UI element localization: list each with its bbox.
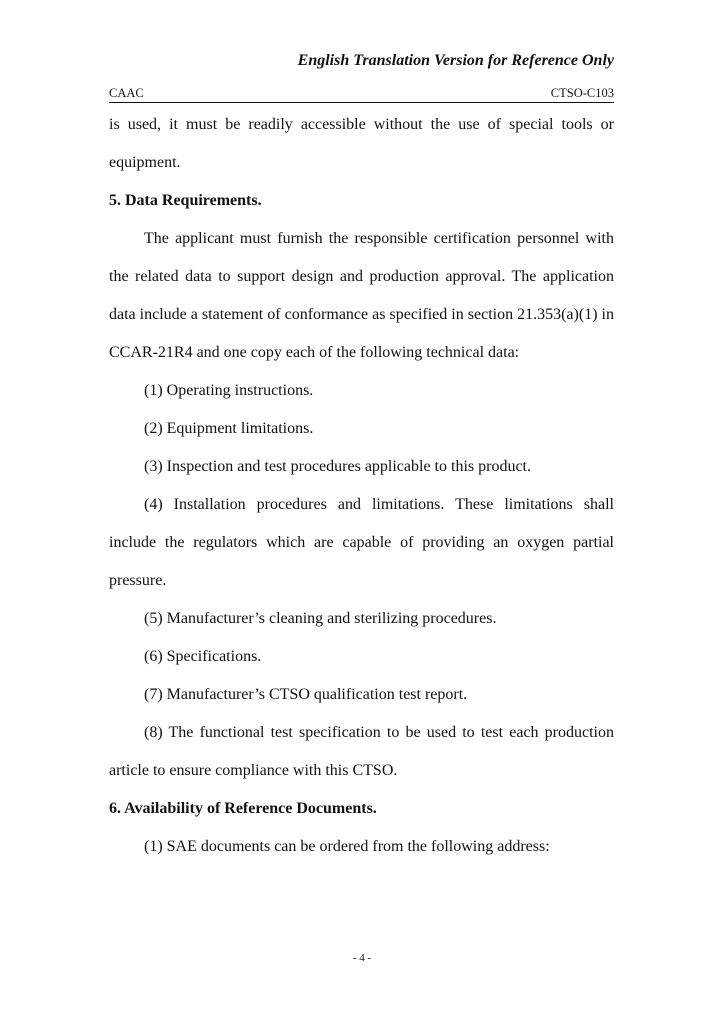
header-right-label: CTSO-C103 — [550, 86, 614, 100]
list-item: (8) The functional test specification to be used to test each production article to ensure compliance with this CTSO. — [109, 724, 614, 779]
header-left-label: CAAC — [109, 86, 144, 100]
header-rule — [109, 85, 614, 103]
section-6-item-1: (1) SAE documents can be ordered from the following address: — [144, 838, 550, 855]
document-body — [109, 106, 614, 866]
list-item: (1) Operating instructions. — [144, 382, 314, 399]
list-item: (5) Manufacturer’s cleaning and sterilizing procedures. — [144, 610, 497, 627]
section-6-heading: 6. Availability of Reference Documents. — [109, 800, 377, 817]
continued-paragraph: is used, it must be readily accessible without the use of special tools or equipment. — [109, 116, 614, 171]
page-number: - 4 - — [352, 952, 372, 964]
list-item: (6) Specifications. — [144, 648, 262, 665]
list-item: (7) Manufacturer’s CTSO qualification test report. — [144, 686, 468, 703]
header-title: English Translation Version for Reference Only — [297, 52, 614, 69]
list-item: (2) Equipment limitations. — [144, 420, 314, 437]
list-item: (3) Inspection and test procedures applicable to this product. — [144, 458, 531, 475]
section-5-heading: 5. Data Requirements. — [109, 192, 262, 209]
section-5-intro: The applicant must furnish the responsible certification personnel with the related data to support design and production approval. The application data include a statement of conformance as specified in section 21.353(a)(1) in CCAR-21R4 and one copy each of the following technical data: — [109, 230, 614, 361]
list-item: (4) Installation procedures and limitations. These limitations shall include the regulators which are capable of providing an oxygen partial pressure. — [109, 496, 614, 589]
